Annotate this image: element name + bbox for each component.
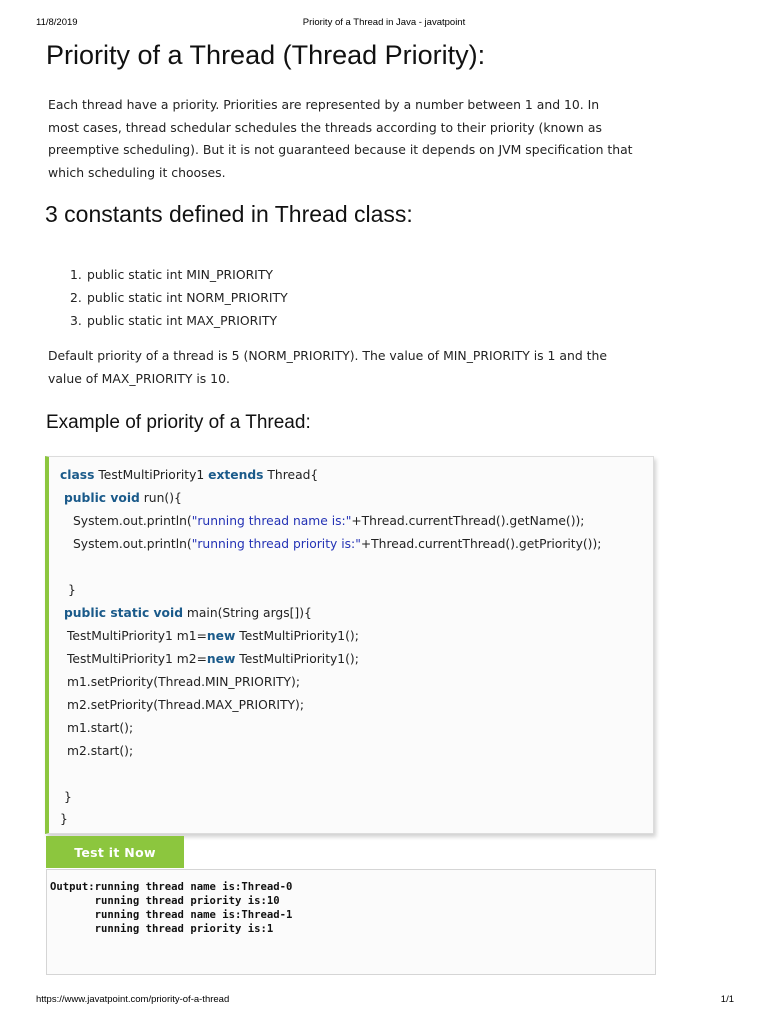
print-title: Priority of a Thread in Java - javatpoint — [302, 17, 466, 28]
code-line: public static void main(String args[]){ — [64, 606, 312, 620]
code-line: TestMultiPriority1 m2=new TestMultiPriority1(); — [67, 652, 359, 666]
list-text: public static int NORM_PRIORITY — [87, 290, 288, 305]
code-line: } — [64, 790, 72, 804]
intro-line: preemptive scheduling). But it is not guaranteed because it depends on JVM specification that — [48, 142, 633, 158]
example-heading: Example of priority of a Thread: — [46, 412, 311, 433]
code-line: public void run(){ — [64, 491, 182, 505]
list-item — [70, 286, 288, 309]
output-line: running thread priority is:1 — [50, 923, 274, 935]
output-line: running thread priority is:10 — [50, 895, 280, 907]
code-line: m1.setPriority(Thread.MIN_PRIORITY); — [67, 675, 300, 689]
default-priority-paragraph — [48, 345, 660, 390]
default-line: Default priority of a thread is 5 (NORM_PRIORITY). The value of MIN_PRIORITY is 1 and the — [48, 348, 607, 363]
code-keyword: new — [206, 652, 236, 666]
intro-line: which scheduling it chooses. — [48, 164, 226, 180]
constants-list — [70, 263, 288, 332]
code-keyword: public void — [64, 491, 140, 505]
code-line: m1.start(); — [67, 721, 134, 735]
code-line: } — [60, 812, 68, 826]
constants-heading: 3 constants defined in Thread class: — [45, 201, 413, 227]
code-keyword: extends — [208, 468, 264, 482]
code-line: System.out.println("running thread priority is:"+Thread.currentThread().getPriority()); — [73, 537, 602, 551]
output-line: running thread name is:Thread-1 — [50, 909, 293, 921]
code-line: System.out.println("running thread name is:"+Thread.currentThread().getName()); — [73, 514, 585, 528]
intro-line: most cases, thread schedular schedules the threads according to their priority (known as — [48, 119, 602, 135]
list-text: public static int MIN_PRIORITY — [87, 267, 273, 282]
code-block — [45, 456, 654, 834]
output-block — [46, 869, 656, 975]
output-line: Output:running thread name is:Thread-0 — [50, 881, 293, 893]
list-number: 2. — [70, 290, 82, 305]
code-keyword: new — [206, 629, 236, 643]
code-line: class TestMultiPriority1 extends Thread{ — [60, 468, 319, 482]
footer-page-number: 1/1 — [720, 994, 734, 1005]
code-line: m2.start(); — [67, 744, 134, 758]
list-number: 1. — [70, 267, 82, 282]
code-line: m2.setPriority(Thread.MAX_PRIORITY); — [67, 698, 304, 712]
list-item — [70, 263, 288, 286]
list-text: public static int MAX_PRIORITY — [87, 313, 278, 328]
intro-line: Each thread have a priority. Priorities are represented by a number between 1 and 10. In — [48, 97, 600, 112]
page-title: Priority of a Thread (Thread Priority): — [46, 40, 486, 70]
list-item — [70, 309, 288, 332]
code-keyword: public static void — [64, 606, 183, 620]
code-keyword: class — [60, 468, 95, 482]
intro-paragraph — [48, 94, 660, 184]
footer-url: https://www.javatpoint.com/priority-of-a-thread — [36, 994, 230, 1005]
test-it-now-button[interactable]: Test it Now — [46, 836, 184, 868]
default-line: value of MAX_PRIORITY is 10. — [48, 370, 230, 386]
print-date: 11/8/2019 — [36, 17, 78, 28]
code-string: "running thread priority is:" — [191, 537, 361, 551]
list-number: 3. — [70, 313, 82, 328]
code-line: } — [68, 583, 76, 597]
code-line: TestMultiPriority1 m1=new TestMultiPriority1(); — [67, 629, 359, 643]
code-string: "running thread name is:" — [191, 514, 352, 528]
